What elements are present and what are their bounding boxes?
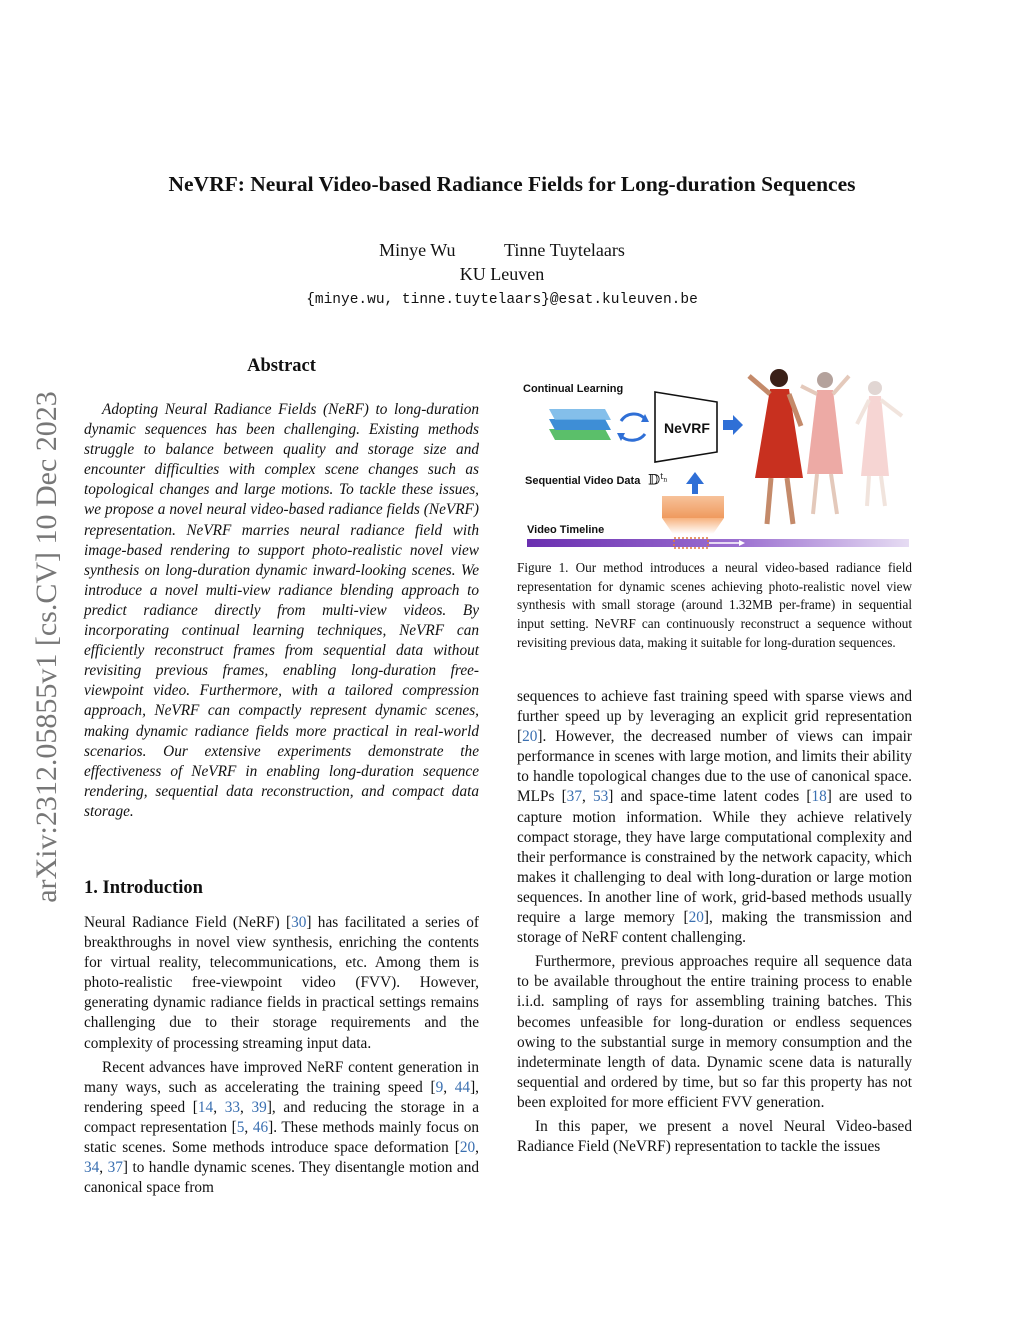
text-run: ], and reducing the storage in a compact representation [ (84, 1098, 479, 1136)
t-sub (660, 472, 668, 484)
citation-link[interactable]: 14 (197, 1098, 214, 1116)
text-run: ] to handle dynamic scenes. They disentangle motion and canonical space from (84, 1159, 480, 1197)
nevrf-label: NeVRF (664, 420, 710, 436)
citation-link[interactable]: 37 (566, 788, 582, 806)
right-paragraph-3: In this paper, we present a novel Neural Video-based Radiance Field (NeVRF) representation to tackle the issues (517, 1117, 912, 1156)
text-run: , (443, 1078, 455, 1096)
text-run: ] are used to capture motion information. While they achieve relatively compact storage, they have large computational complexity and their performance is constrained by the network capacity, which makes it challenging to deal with long-duration or large motion sequences. In another line of work, grid-based methods usually require a large memory [ (517, 788, 912, 927)
text-run: ]. These methods mainly focus on static scenes. Some methods introduce space deformation [ (84, 1118, 479, 1157)
t-sub-char: t (660, 472, 664, 481)
text-run: , (244, 1118, 253, 1136)
text-run: ], making the transmission and storage of NeRF content challenging. (517, 909, 912, 947)
cycle-arrow-top (621, 414, 645, 421)
text-run: sequences to achieve fast training speed with sparse views and further speed up by leveraging an explicit grid representation [ (517, 688, 912, 746)
text-run: ] and space-time latent codes [ (608, 788, 812, 806)
dataset-symbol (648, 472, 667, 489)
video-timeline-label: Video Timeline (527, 524, 605, 536)
citation-link[interactable]: 33 (224, 1098, 241, 1116)
right-paragraph-1 (517, 687, 912, 948)
arxiv-sidebar-stamp (23, 352, 71, 942)
figure-1 (517, 366, 912, 554)
ghost-figure-mid (801, 372, 849, 514)
layer-green (549, 429, 611, 440)
text-run: , (475, 1139, 479, 1157)
author-2: Tinne Tuytelaars (504, 240, 625, 260)
figure-1-caption: Figure 1. Our method introduces a neural video-based radiance field representation for dynamic scenes achieving photo-realistic novel view synthesis with small storage (around 1.32MB per-frame) in sequential input setting. NeVRF can continuously reconstruct a sequence without revisiting previous data, making it suitable for long-duration sequences. (517, 560, 912, 650)
citation-link[interactable]: 20 (688, 909, 704, 927)
right-paragraph-2: Furthermore, previous approaches require all sequence data to be available throughout the entire training process to enable i.i.d. sampling of rays for assembling training batches. This becomes unfeasible for long-duration or endless sequences owing to the substantial surge in memory consumption and the indeterminate length of data. Dynamic scene data is naturally sequential and ordered by time, but so far this property has not been exploited for more efficient FVV generation. (517, 953, 912, 1111)
text-run: Neural Radiance Field (NeRF) [ (84, 914, 292, 931)
abstract-text: Adopting Neural Radiance Fields (NeRF) to long-duration dynamic sequences has been challenging. Existing methods struggle to balance between quality and storage size and encounter difficulties with complex scene changes such as topological changes and large motions. To tackle these issues, we propose a novel neural video-based radiance fields (NeVRF) representation. NeVRF marries neural radiance field with image-based rendering to support photo-realistic novel view synthesis on long-duration dynamic inward-looking scenes. We introduce a novel multi-view radiance blending approach to predict radiance directly from multi-view videos. By incorporating continual learning techniques, NeVRF can efficiently reconstruct frames from sequential data without revisiting previous frames, enabling long-duration free-viewpoint video. Furthermore, with a tailored compression approach, NeVRF can compactly represent dynamic scenes, making dynamic radiance fields more practical in real-world scenarios. Our extensive experiments demonstrate the effectiveness of NeVRF in enabling long-duration sequence rendering, sequential data reconstruction, and compact data storage. (84, 401, 479, 820)
text-run: ]. However, the decreased number of views can impair performance in scenes with large motion, and limits their ability to handle topological changes due to the use of canonical space. MLPs [ (517, 728, 912, 806)
ghost-figure-far (857, 381, 902, 506)
citation-link[interactable]: 18 (811, 788, 827, 806)
cycle-arrow-bottom (621, 434, 645, 440)
author-email: {minye.wu, tinne.tuytelaars}@esat.kuleuven.be (306, 292, 698, 308)
author-list (0, 240, 1004, 261)
arxiv-id: arXiv:2312.05855v1 [cs.CV] 10 Dec 2023 (30, 391, 63, 903)
citation-link[interactable]: 20 (522, 728, 538, 746)
citation-link[interactable]: 5 (236, 1118, 245, 1136)
text-run: , (99, 1159, 108, 1177)
rendered-figure (749, 369, 803, 524)
citation-link[interactable]: 20 (459, 1139, 476, 1157)
block-glow (662, 518, 724, 534)
video-data-block (662, 496, 724, 518)
affiliation: KU Leuven (459, 264, 545, 284)
citation-link[interactable]: 44 (454, 1078, 471, 1096)
intro-paragraph-1 (84, 913, 479, 1054)
citation-link[interactable]: 53 (592, 788, 609, 806)
text-run: ] has facilitated a series of breakthroughs in novel view synthesis, enriching the contents for virtual reality, telecommunications, etc. Among them is photo-realistic free-viewpoint video (FVV). However, generating dynamic radiance fields in practical settings remains challenging due to their storage requirements and the complexity of processing streaming input data. (84, 914, 479, 1052)
author-1: Minye Wu (379, 240, 456, 260)
text-run: , (213, 1098, 225, 1116)
citation-link[interactable]: 37 (107, 1159, 123, 1177)
text-run: , (240, 1098, 252, 1116)
paper-title: NeVRF: Neural Video-based Radiance Fields for Long-duration Sequences (168, 172, 856, 196)
abstract-heading: Abstract (247, 356, 316, 376)
input-arrow (686, 472, 704, 494)
text-run: , (581, 788, 593, 806)
sequential-video-label: Sequential Video Data (525, 475, 641, 487)
right-column-body (517, 687, 912, 1161)
citation-link[interactable]: 46 (252, 1118, 269, 1136)
citation-link[interactable]: 30 (291, 914, 307, 931)
introduction-body (84, 913, 479, 1202)
intro-paragraph-2 (84, 1058, 479, 1199)
citation-link[interactable]: 34 (84, 1159, 100, 1177)
layer-blue (549, 419, 611, 430)
layer-light-blue (549, 409, 611, 420)
introduction-heading: 1. Introduction (84, 878, 203, 898)
text-run: Recent advances have improved NeRF content generation in many ways, such as accelerating the training speed [ (84, 1058, 479, 1096)
text-run: ], rendering speed [ (84, 1078, 479, 1116)
citation-link[interactable]: 39 (251, 1098, 267, 1116)
citation-link[interactable]: 9 (435, 1078, 444, 1096)
continual-learning-label: Continual Learning (523, 383, 624, 395)
n-sub: n (663, 476, 668, 484)
output-arrow (723, 415, 743, 435)
d-symbol: 𝔻 (648, 472, 661, 489)
